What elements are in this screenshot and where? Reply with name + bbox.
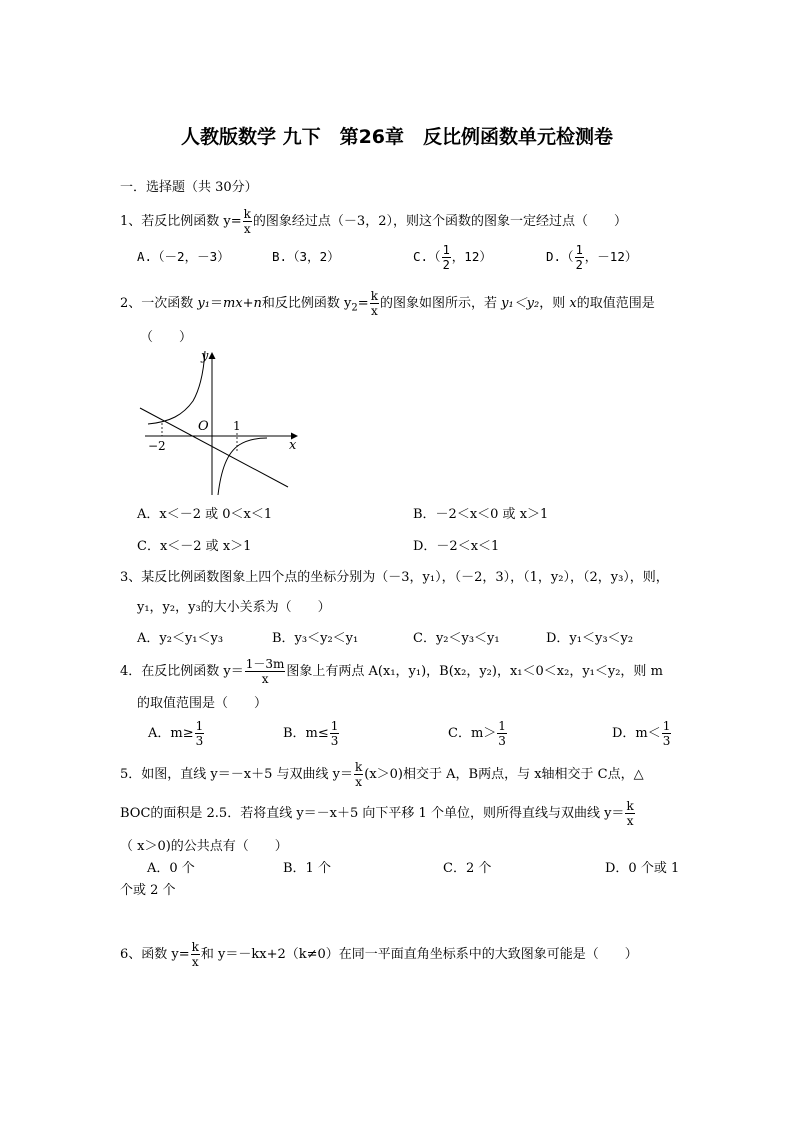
- x-axis-label: x: [289, 438, 297, 453]
- question-5-line-3: （ x＞0)的公共点有（ ）: [120, 839, 288, 854]
- tick-label-1: 1: [233, 419, 241, 433]
- q5-option-d-continued: 个或 2 个: [120, 883, 176, 898]
- question-4-line-2: 的取值范围是（ ）: [137, 696, 268, 711]
- page-title: 人教版数学 九下 第26章 反比例函数单元检测卷: [180, 126, 614, 148]
- q1-fraction: $\frac{k}{x}$: [243, 207, 251, 236]
- q5-fraction: $\frac{k}{x}$: [354, 760, 363, 789]
- q3-option-c[interactable]: C．y₂＜y₃＜y₁: [413, 631, 500, 646]
- hyperbola-branch-left: [148, 351, 205, 424]
- q2-fraction: $\frac{k}{x}$: [370, 289, 378, 318]
- q5-option-c[interactable]: C．2 个: [443, 861, 492, 876]
- origin-label: O: [198, 419, 209, 434]
- question-4: 4．在反比例函数 y＝ $\frac{1-3m}{x}$ 图象上有两点 A(x₁，y₁)，B(x₂，y₂)，x₁＜0＜x₂，y₁＜y₂，则 m: [120, 657, 663, 686]
- q5-option-b[interactable]: B．1 个: [283, 861, 331, 876]
- q5-fraction-2: $\frac{k}{x}$: [626, 799, 634, 828]
- question-3-line-1: 3、某反比例函数图象上四个点的坐标分别为（－3，y₁），（－2，3），（1，y₂），（2，y₃），则，: [120, 570, 669, 585]
- q2-option-d[interactable]: D．－2＜x＜1: [413, 539, 500, 554]
- question-5-line-2: BOC的面积是 2.5．若将直线 y＝－x＋5 向下平移 1 个单位，则所得直线与双曲线 y＝ $\frac{k}{x}$: [120, 799, 634, 828]
- q4-option-b[interactable]: B．m≤ $\frac{1}{3}$: [283, 719, 339, 748]
- q1-option-c[interactable]: C.（ $\frac{1}{2}$ ，12）: [413, 243, 492, 272]
- question-2: 2、一次函数 y₁＝mx+n和反比例函数 $y_2=$ $\frac{k}{x}$ 的图象如图所示，若 y₁＜y₂，则 x的取值范围是: [120, 289, 655, 318]
- question-3-line-2: y₁，y₂，y₃的大小关系为（ ）: [137, 600, 331, 615]
- q1-option-a[interactable]: A.（－2，－3）: [137, 249, 230, 264]
- tick-label-minus-2: −2: [148, 439, 166, 453]
- q2-option-c[interactable]: C．x＜－2 或 x＞1: [137, 539, 252, 554]
- q2-option-a[interactable]: A．x＜－2 或 0＜x＜1: [137, 507, 273, 522]
- q1-text-end: 的图象经过点（－3，2），则这个函数的图象一定经过点（ ）: [252, 214, 627, 229]
- q3-option-d[interactable]: D．y₁＜y₃＜y₂: [546, 631, 634, 646]
- q4-fraction: $\frac{1-3m}{x}$: [245, 657, 285, 686]
- q2-answer-paren: （ ）: [140, 330, 193, 345]
- q1-text-start: 1、若反比例函数 y=: [120, 214, 242, 229]
- y-axis-label: y: [201, 349, 209, 364]
- question-5-line-1: 5．如图，直线 y＝－x＋5 与双曲线 y＝ $\frac{k}{x}$ (x＞0)相交于 A，B两点，与 x轴相交于 C点，△: [120, 760, 644, 789]
- q1-option-b[interactable]: B.（3，2）: [272, 249, 340, 264]
- q2-option-b[interactable]: B．－2＜x＜0 或 x＞1: [413, 507, 549, 522]
- q4-option-c[interactable]: C．m＞ $\frac{1}{3}$: [448, 719, 506, 748]
- q2-graph: [135, 345, 305, 500]
- q5-option-a[interactable]: A．0 个: [147, 861, 195, 876]
- q5-option-d[interactable]: D．0 个或 1: [605, 861, 680, 876]
- q1-option-d[interactable]: D.（ $\frac{1}{2}$ ，－12）: [546, 243, 638, 272]
- q4-option-d[interactable]: D．m＜ $\frac{1}{3}$: [612, 719, 671, 748]
- q3-option-a[interactable]: A．y₂＜y₁＜y₃: [137, 631, 224, 646]
- section-heading: 一．选择题（共 30分）: [120, 180, 258, 195]
- question-1: [120, 207, 627, 236]
- q3-option-b[interactable]: B．y₃＜y₂＜y₁: [272, 631, 359, 646]
- q6-fraction: $\frac{k}{x}$: [191, 940, 199, 969]
- q4-option-a[interactable]: A．m≥ $\frac{1}{3}$: [148, 719, 204, 748]
- hyperbola-branch-right: [218, 438, 267, 495]
- question-6: 6、函数 y= $\frac{k}{x}$ 和 y＝－kx+2（k≠0）在同一平面直角坐标系中的大致图象可能是（ ）: [120, 940, 638, 969]
